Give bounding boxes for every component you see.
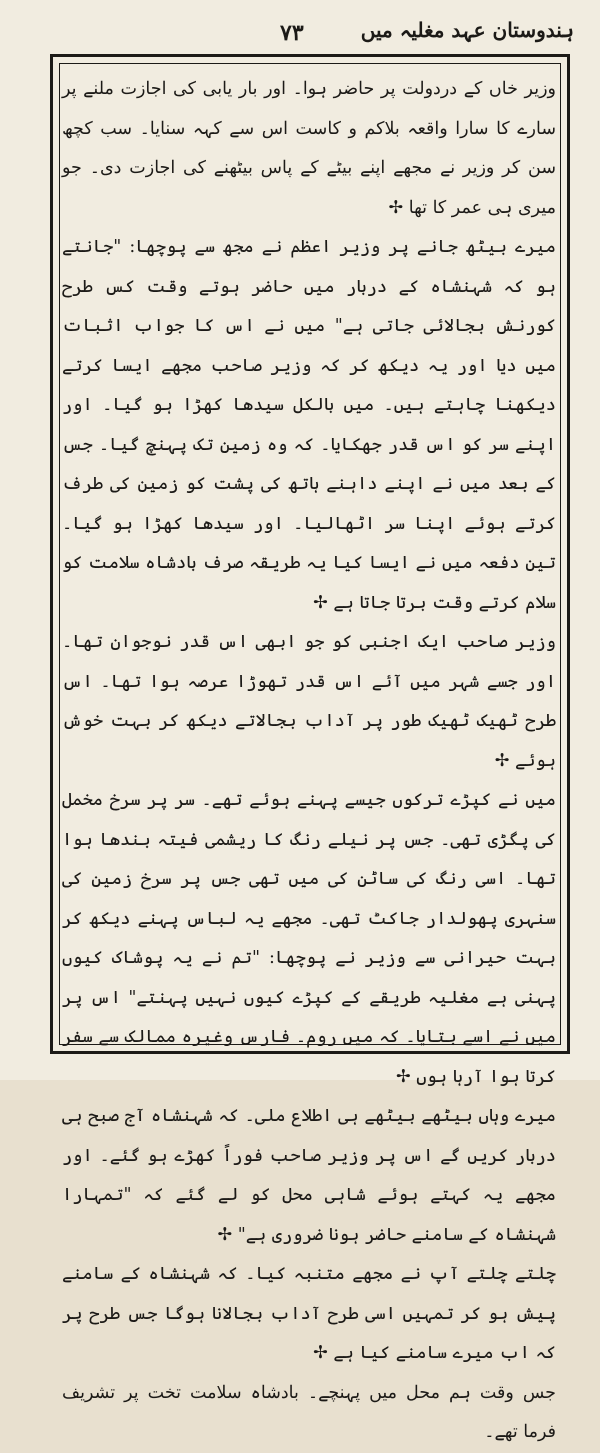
- paragraph: وزیر صاحب ایک اجنبی کو جو ابھی اس قدر نوجوان تھا۔ اور جسے شہر میں آئے اس قدر تھوڑا عرصہ ہوا تھا۔ اس طرح ٹھیک ٹھیک طور پر آداب بجالاتے دیکھ کر بہت خوش ہوئے ✢: [62, 632, 556, 771]
- paragraph: وزیر خاں کے دردولت پر حاضر ہوا۔ اور بار یابی کی اجازت ملنے پر سارے کا سارا واقعہ بلاکم و کاست اس سے کہہ سنایا۔ سب کچھ سن کر وزیر نے مجھے اپنے بیٹے کے پاس بیٹھنے کی اجازت دی۔ جو میری ہی عمر کا تھا ✢: [62, 79, 556, 218]
- paragraph: میں نے کپڑے ترکوں جیسے پہنے ہوئے تھے۔ سر پر سرخ مخمل کی پگڑی تھی۔ جس پر نیلے رنگ کا ریشمی فیتہ بندھا ہوا تھا۔ اسی رنگ کی ساٹن کی میں تھی جس پر سرخ زمین کی سنہری پھولدار جاکٹ تھی۔ مجھے یہ لباس پہنے دیکھ کر بہت حیرانی سے وزیر نے پوچھا: "تم نے یہ پوشاک کیوں پہنی ہے مغلیہ طریقے کے کپڑے کیوں نہیں پہنتے" اس پر میں نے اسے بتایا۔ کہ میں روم۔ فارس وغیرہ ممالک سے سفر کرتا ہوا آرہا ہوں ✢: [62, 790, 556, 1087]
- running-title: ہندوستان عہد مغلیہ میں: [360, 18, 574, 42]
- page-header: [0, 14, 600, 54]
- paragraph: میرے وہاں بیٹھے بیٹھے ہی اطلاع ملی۔ کہ شہنشاہ آج صبح ہی دربار کریں گے اس پر وزیر صاحب فوراً کھڑے ہو گئے۔ اور مجھے یہ کہتے ہوئے شاہی محل کو لے گئے کہ "تمہارا شہنشاہ کے سامنے حاضر ہونا ضروری ہے" ✢: [62, 1106, 556, 1245]
- body-text: [62, 70, 556, 1442]
- page-number: ۷۳: [280, 20, 304, 46]
- paragraph: چلتے چلتے آپ نے مجھے متنبہ کیا۔ کہ شہنشاہ کے سامنے پیش ہو کر تمہیں اسی طرح آداب بجالانا ہوگا جس طرح پر کہ اب میرے سامنے کیا ہے ✢: [62, 1264, 556, 1363]
- paragraph: میرے بیٹھ جانے پر وزیر اعظم نے مجھ سے پوچھا: "جانتے ہو کہ شہنشاہ کے دربار میں حاضر ہوتے وقت کس طرح کورنش بجالائی جاتی ہے" میں نے اس کا جواب اثبات میں دیا اور یہ دیکھ کر کہ وزیر صاحب مجھے ایسا کرتے دیکھنا چاہتے ہیں۔ میں بالکل سیدھا کھڑا ہو گیا۔ اور اپنے سر کو اس قدر جھکایا۔ کہ وہ زمین تک پہنچ گیا۔ جس کے بعد میں نے اپنے داہنے ہاتھ کی پشت کو زمین کی طرف کرتے ہوئے اپنا سر اٹھالیا۔ اور سیدھا کھڑا ہو گیا۔ تین دفعہ میں نے ایسا کیا یہ طریقہ صرف بادشاہ سلامت کو سلام کرتے وقت برتا جاتا ہے ✢: [62, 237, 556, 613]
- paragraph: جس وقت ہم محل میں پہنچے۔ بادشاہ سلامت تخت پر تشریف فرما تھے۔: [62, 1382, 556, 1442]
